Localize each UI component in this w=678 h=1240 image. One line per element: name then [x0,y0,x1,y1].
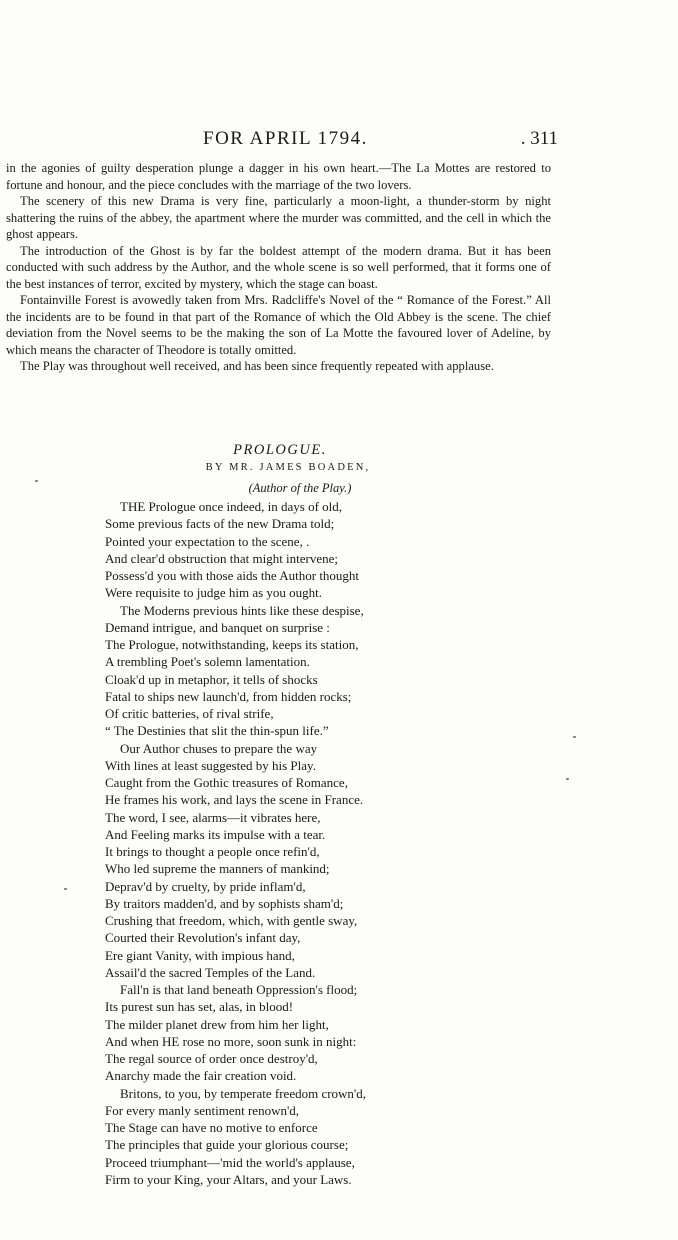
poem-line: Demand intrigue, and banquet on surprise : [105,619,330,635]
poem-line: Cloak'd up in metaphor, it tells of shocks [105,671,318,687]
poem-line: With lines at least suggested by his Play. [105,757,316,773]
paragraph: in the agonies of guilty desperation plunge a dagger in his own heart.—The La Mottes are restored to fortune and honour, and the piece concludes with the marriage of the two lovers. [6,161,551,192]
prologue-author-note: (Author of the Play.) [248,481,352,495]
poem-line: Some previous facts of the new Drama told; [105,516,335,532]
poem-line: The regal source of order once destroy'd, [105,1051,318,1066]
poem-line: Courted their Revolution's infant day, [105,930,301,946]
page-number: . 311 [520,128,558,149]
poem-line: Who led supreme the manners of mankind; [105,861,330,877]
print-speck [573,736,576,738]
print-speck [566,778,569,780]
poem-line: Fatal to ships new launch'd, from hidden rocks; [105,688,352,704]
poem-line: Pointed your expectation to the scene, . [105,533,310,549]
poem-line: “ The Destinies that slit the thin-spun life.” [105,723,329,739]
paragraph: The scenery of this new Drama is very fine, particularly a moon-light, a thunder-storm by night shattering the ruins of the abbey, the apartment where the murder was committed, and the cell in which the ghost appears. [6,194,551,241]
poem-line: The Moderns previous hints like these despise, [120,602,364,618]
poem-line: Were requisite to judge him as you ought. [105,585,323,601]
prologue-poem [105,498,366,1188]
poem-line: And clear'd obstruction that might intervene; [105,550,339,566]
paragraph: The Play was throughout well received, and has been since frequently repeated with applause. [20,359,494,373]
poem-line: Our Author chuses to prepare the way [120,740,318,756]
poem-line: Assail'd the sacred Temples of the Land. [105,964,316,980]
poem-line: Its purest sun has set, alas, in blood! [105,999,294,1015]
poem-line: The word, I see, alarms—it vibrates here, [105,809,321,825]
poem-line: And when HE rose no more, soon sunk in night: [105,1033,357,1049]
poem-line: Fall'n is that land beneath Oppression's flood; [120,982,358,997]
poem-line: It brings to thought a people once refin'd, [105,844,320,859]
paragraph: Fontainville Forest is avowedly taken from Mrs. Radcliffe's Novel of the “ Romance of the Forest.” All the incidents are to be found in that part of the Romance of which the Old Abbey is the scene. The chief deviation from the Novel seems to be the making the son of La Motte the favoured lover of Adeline, by which means the character of Theodore is totally omitted. [6,293,551,357]
poem-line: Possess'd you with those aids the Author thought [105,568,360,583]
poem-line: Caught from the Gothic treasures of Romance, [105,775,348,790]
running-head [0,128,678,150]
poem-line: The milder planet drew from him her light, [105,1016,329,1032]
poem-line: Anarchy made the fair creation void. [105,1068,297,1084]
print-speck [35,480,38,482]
poem-line: Firm to your King, your Altars, and your Laws. [105,1171,352,1187]
poem-line: THE Prologue once indeed, in days of old, [120,499,343,514]
paragraph: The introduction of the Ghost is by far the boldest attempt of the modern drama. But it has been conducted with such address by the Author, and the whole scene is so well performed, that it forms one of the best instances of terror, excited by mystery, which the stage can boast. [6,243,551,291]
poem-line: And Feeling marks its impulse with a tear. [105,826,326,842]
poem-line: For every manly sentiment renown'd, [105,1102,300,1118]
poem-line: Proceed triumphant—'mid the world's applause, [105,1154,355,1170]
review-text [6,160,551,375]
poem-line: The Prologue, notwithstanding, keeps its station, [105,637,359,652]
poem-line: Ere giant Vanity, with impious hand, [105,947,295,963]
print-speck [64,888,67,890]
poem-line: By traitors madden'd, and by sophists sham'd; [105,895,344,911]
poem-line: The Stage can have no motive to enforce [105,1120,318,1135]
prologue-title: PROLOGUE. [233,442,327,458]
poem-line: He frames his work, and lays the scene in France. [105,792,364,808]
poem-line: A trembling Poet's solemn lamentation. [105,654,310,670]
running-head-title: FOR APRIL 1794. [203,128,368,149]
poem-line: Deprav'd by cruelty, by pride inflam'd, [105,878,306,894]
poem-line: Britons, to you, by temperate freedom crown'd, [120,1085,367,1101]
poem-line: Of critic batteries, of rival strife, [105,706,274,721]
poem-line: The principles that guide your glorious course; [105,1137,349,1153]
poem-line: Crushing that freedom, which, with gentle sway, [105,913,358,928]
prologue-byline: BY MR. JAMES BOADEN, [205,462,371,473]
